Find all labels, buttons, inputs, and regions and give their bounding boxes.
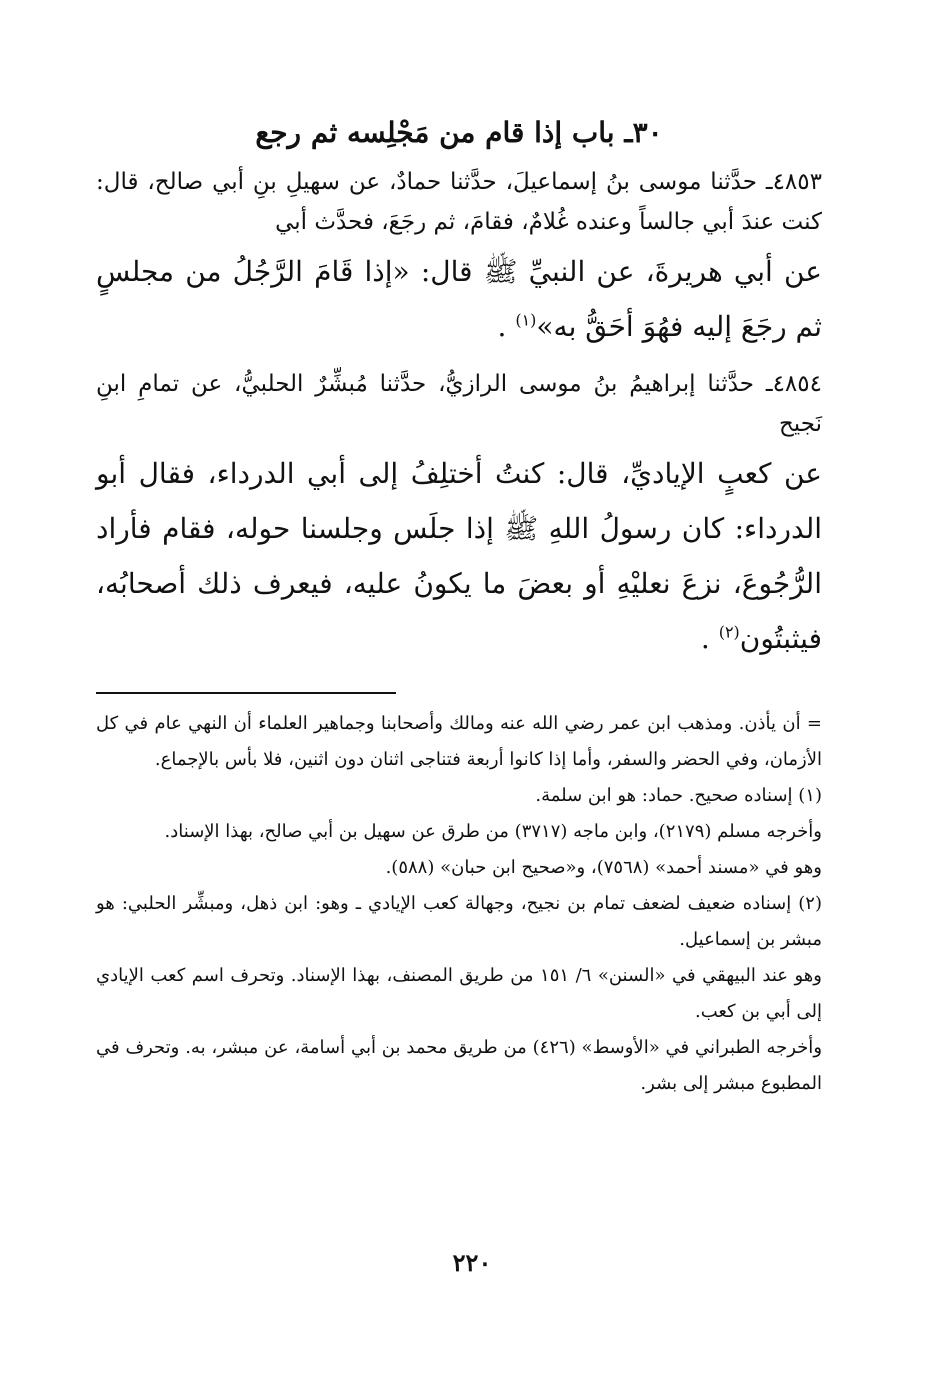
page-number: ٢٢٠: [452, 1248, 492, 1277]
footnote-1: (١) إسناده صحيح. حماد: هو ابن سلمة.: [535, 785, 822, 806]
footnote-1-sources: وهو في «مسند أحمد» (٧٥٦٨)، و«صحيح ابن حبان» (٥٨٨).: [385, 857, 822, 878]
footnote-continuation: = أن يأذن. ومذهب ابن عمر رضي الله عنه ومالك وأصحابنا وجماهير العلماء أن النهي عام في كل الأزمان، وفي الحضر والسفر، وأما إذا كانوا أربعة فتناجى اثنان دون اثنين، فلا بأس بالإجماع.: [96, 713, 822, 770]
hadith-4854-matn: [96, 446, 822, 666]
footnote-ref-1[interactable]: (١): [515, 310, 537, 330]
hadith-4853-matn-text: عن أبي هريرةَ، عن النبيِّ ﷺ قال: «إذا قَامَ الرَّجُلُ من مجلسٍ ثم رجَعَ إليه فهُوَ أحَقُّ به»: [96, 255, 822, 343]
hadith-4854-isnad: ٤٨٥٤ـ حدَّثنا إبراهيمُ بنُ موسى الرازيُّ، حدَّثنا مُبشِّرٌ الحلبيُّ، عن تمامِ ابنِ نَجيح: [96, 371, 822, 437]
hadith-4853-matn: [96, 244, 822, 354]
footnote-ref-2[interactable]: (٢): [718, 622, 740, 642]
hadith-4853-isnad: ٤٨٥٣ـ حدَّثنا موسى بنُ إسماعيلَ، حدَّثنا حمادٌ، عن سهيلِ بنِ أبي صالح، قال: كنت عندَ أبي جالساً وعنده غُلامٌ، فقامَ، ثم رجَعَ، فحدَّث أبي: [96, 169, 822, 235]
footnote-2: (٢) إسناده ضعيف لضعف تمام بن نجيح، وجهالة كعب الإيادي ـ وهو: ابن ذهل، ومبشِّر الحلبي: هو مبشر بن إسماعيل.: [96, 893, 822, 950]
footnote-divider: [96, 692, 396, 694]
hadith-4854-end: .: [700, 622, 710, 655]
page-content: [96, 110, 822, 1102]
footnote-2-tabarani: وأخرجه الطبراني في «الأوسط» (٤٢٦) من طريق محمد بن أبي أسامة، عن مبشر، به. وتحرف في المطبوع مبشر إلى بشر.: [96, 1037, 823, 1094]
hadith-4854-matn-text: عن كعبٍ الإياديِّ، قال: كنتُ أختلِفُ إلى أبي الدرداء، فقال أبو الدرداء: كان رسولُ اللهِ ﷺ إذا جلَس وجلسنا حوله، فقام فأراد الرُّجُوعَ، نزعَ نعليْهِ أو بعضَ ما يكونُ عليه، فيعرف ذلك أصحابُه، فيثبتُون: [96, 457, 822, 655]
footnote-2-bayhaqi: وهو عند البيهقي في «السنن» ٦/ ١٥١ من طريق المصنف، بهذا الإسناد. وتحرف اسم كعب الإيادي إلى أبي بن كعب.: [96, 965, 822, 1022]
footnotes: [96, 706, 822, 1102]
footnote-1-takhrij: وأخرجه مسلم (٢١٧٩)، وابن ماجه (٣٧١٧) من طرق عن سهيل بن أبي صالح، بهذا الإسناد.: [164, 821, 822, 842]
hadith-4853-end: .: [497, 310, 507, 343]
chapter-title: ٣٠ـ باب إذا قام من مَجْلِسه ثم رجع: [255, 116, 663, 149]
